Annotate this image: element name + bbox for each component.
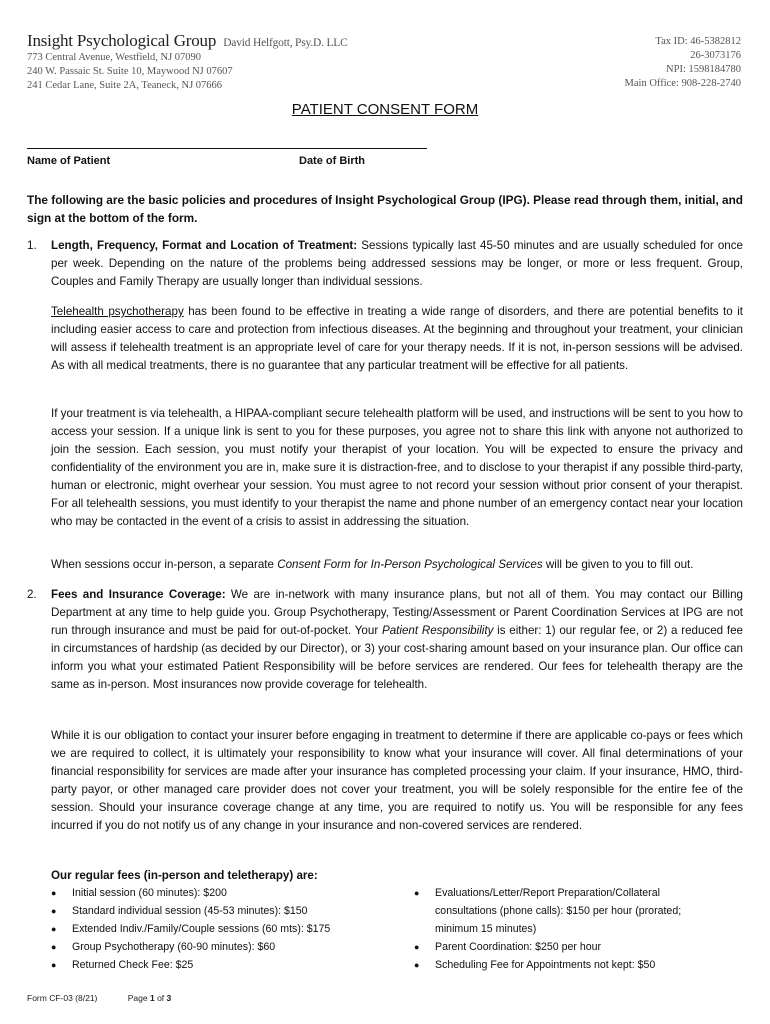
page-prefix: Page: [127, 993, 150, 1003]
section-text: Sessions typically last 45-50 minutes and are usually scheduled for once per week. Depending on the nature of the problems being addressed sessions may be longer, or more or less frequent. Group, Couples and Family Therapy are usually longer than individual sessions.: [51, 239, 743, 288]
list-item: [51, 902, 381, 920]
list-item-text: Group Psychotherapy (60-90 minutes): $60: [72, 941, 276, 953]
bullet-icon: ●: [51, 906, 57, 916]
fees-heading: Our regular fees (in-person and teletherapy) are:: [51, 869, 318, 882]
fees-list-left: [51, 884, 381, 974]
in-person-form-name: Consent Form for In-Person Psychological Services: [277, 558, 543, 571]
section-2-paragraph: [51, 586, 743, 694]
telehealth-term: Telehealth psychotherapy: [51, 305, 184, 318]
list-item-text: Initial session (60 minutes): $200: [72, 887, 227, 899]
list-item-text: Extended Indiv./Family/Couple sessions (60 mts): $175: [72, 923, 331, 935]
page-indicator: [128, 993, 172, 1003]
bullet-icon: ●: [414, 942, 420, 952]
list-item-text: Scheduling Fee for Appointments not kept: $50: [435, 959, 656, 971]
list-item: [414, 938, 714, 956]
page-footer: [27, 993, 199, 1003]
section-number: 1.: [27, 239, 37, 252]
in-person-paragraph: [51, 556, 743, 574]
form-title: PATIENT CONSENT FORM: [291, 101, 479, 118]
date-of-birth-label: Date of Birth: [299, 155, 365, 167]
tax-id-2: 26-3073176: [690, 50, 741, 61]
list-item: [51, 938, 381, 956]
list-item-text: Standard individual session (45-53 minutes): $150: [72, 905, 308, 917]
section-1-paragraph: [51, 237, 743, 291]
form-id: Form CF-03 (8/21): [27, 993, 98, 1003]
bullet-icon: ●: [51, 888, 57, 898]
bullet-icon: ●: [51, 960, 57, 970]
list-item: [51, 956, 381, 974]
org-name: Insight Psychological Group: [27, 31, 217, 50]
list-item: [414, 956, 714, 974]
page-of: of: [154, 993, 167, 1003]
address-line: 773 Central Avenue, Westfield, NJ 07090: [27, 52, 202, 63]
letterhead-left: [27, 31, 447, 93]
telehealth-platform-paragraph: If your treatment is via telehealth, a HIPAA-compliant secure telehealth platform will be used, and instructions will be sent to you how to access your session. If a unique link is sent to you for these purposes, you agree not to share this link with anyone not authorized to join the session. Each session, you must notify your therapist of your location. You will be expected to ensure the privacy and confidentiality of the environment you are in, make sure it is distraction-free, and to disclose to your therapist if any possible third-party, human or electronic, might overhear your session. You must agree to not record your session without prior consent of your therapist. For all telehealth sessions, you must identify to your therapist the name and phone number of an emergency contact near your location who may be contacted in the event of a crisis to assist in addressing the situation.: [51, 407, 743, 528]
intro-text: The following are the basic policies and procedures of Insight Psychological Group (IPG). Please read through them, initial, and sign at the bottom of the form.: [27, 193, 743, 225]
page-current: 1: [149, 993, 155, 1003]
tax-id: Tax ID: 46-5382812: [655, 36, 741, 47]
patient-responsibility-term: Patient Responsibility: [381, 624, 494, 637]
bullet-icon: ●: [414, 888, 420, 898]
page-total: 3: [166, 993, 172, 1003]
section-number: 2.: [27, 588, 37, 601]
npi: NPI: 1598184780: [666, 64, 741, 75]
in-person-text: When sessions occur in-person, a separate: [51, 558, 278, 571]
list-item-text: Parent Coordination: $250 per hour: [435, 941, 602, 953]
director-name: David Helfgott, Psy.D. LLC: [223, 37, 348, 49]
address-line: 241 Cedar Lane, Suite 2A, Teaneck, NJ 07666: [27, 80, 223, 91]
fees-list-right: [414, 884, 714, 974]
list-item-text: Evaluations/Letter/Report Preparation/Collateral consultations (phone calls): $150 per hour (prorated; minimum 15 minutes): [435, 887, 682, 935]
bullet-icon: ●: [51, 924, 57, 934]
section-heading: Fees and Insurance Coverage:: [51, 588, 226, 601]
section-text: is either: 1) our regular fee, or 2) a reduced fee in circumstances of hardship (as decided by our Director), or 3) your cost-sharing amount based on your insurance plan. Our office can inform you what your estimated Patient Responsibility will be before services are rendered. Our fees for telehealth therapy are the same as in-person. Most insurances now provide coverage for telehealth.: [51, 624, 744, 691]
section-heading: Length, Frequency, Format and Location of Treatment:: [51, 239, 358, 252]
telehealth-text: has been found to be effective in treating a wide range of disorders, and there are potential benefits to it including easier access to care and protection from infectious diseases. At the beginning and throughout your treatment, your clinician will assess if telehealth treatment is an appropriate level of care for your therapy needs. If it is not, in-person sessions will be advised. As with all medical treatments, there is no guarantee that any particular treatment will be effective for all patients.: [51, 305, 744, 372]
telehealth-paragraph: [51, 303, 743, 375]
name-of-patient-label: Name of Patient: [27, 155, 111, 167]
list-item: [51, 920, 381, 938]
bullet-icon: ●: [51, 942, 57, 952]
main-office-phone: Main Office: 908-228-2740: [624, 78, 741, 89]
list-item-text: Returned Check Fee: $25: [72, 959, 194, 971]
list-item: [414, 884, 714, 938]
org-line: [27, 31, 447, 51]
insurance-obligation-paragraph: While it is our obligation to contact your insurer before engaging in treatment to determine if there are applicable co-pays or fees which we are required to collect, it is ultimately your responsibility to know what your insurance will cover. All final determinations of your financial responsibility for services are made after your insurance has completed processing your claim. If your insurance, HMO, third-party payor, or other managed care provider does not cover your treatment, you will be solely responsible for the entire fee of the session. Should your insurance coverage change at any time, you are required to notify us. You will be responsible for any fees incurred if you do not notify us of any change in your insurance and non-covered services are rendered.: [51, 729, 743, 832]
section-text: We are in-network with many insurance plans, but not all of them. You may contact our Billing Department at any time to help guide you. Group Psychotherapy, Testing/Assessment or Parent Coordination Services at IPG are not run through insurance and must be paid for out-of-pocket. Your: [51, 588, 743, 637]
patient-name-dob-field[interactable]: [27, 138, 427, 149]
letterhead-right: [481, 35, 741, 91]
list-item: [51, 884, 381, 902]
address-line: 240 W. Passaic St. Suite 10, Maywood NJ 07607: [27, 66, 233, 77]
in-person-text: will be given to you to fill out.: [542, 558, 694, 571]
bullet-icon: ●: [414, 960, 420, 970]
